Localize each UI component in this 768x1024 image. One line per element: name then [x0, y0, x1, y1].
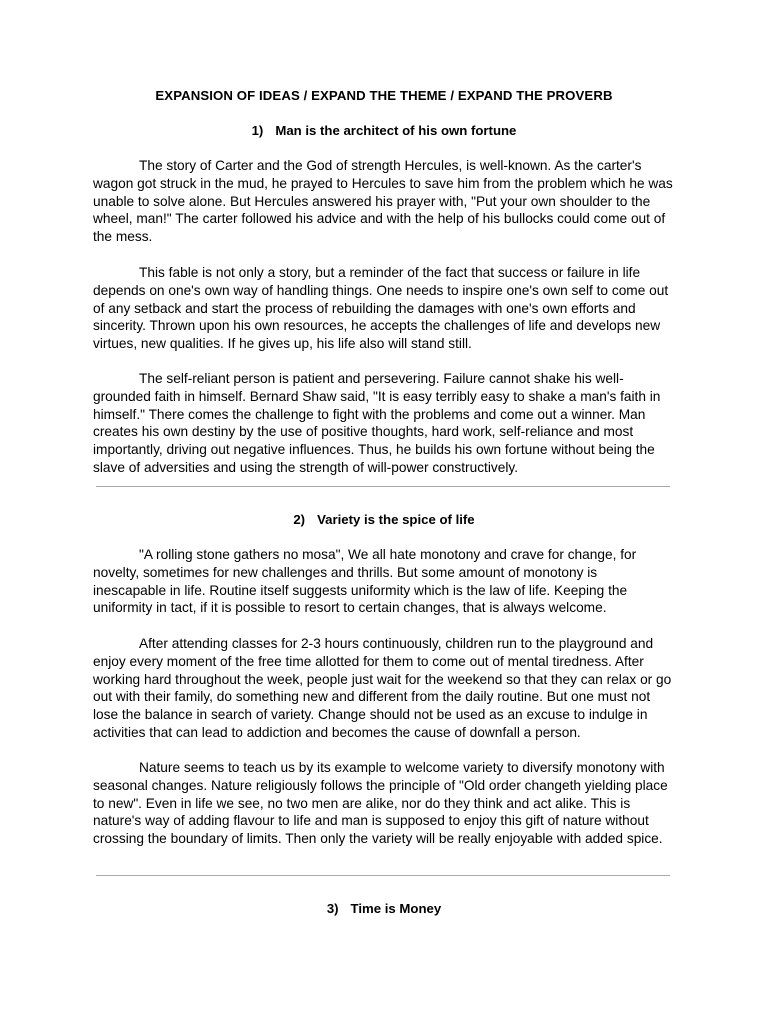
paragraph: This fable is not only a story, but a reminder of the fact that success or failure in life depends on one's own way of handling things. One needs to inspire one's own self to come out of any setback and start the process of rebuilding the damages with one's own efforts and sincerity. Thrown upon his own resources, he accepts the challenges of life and develops new virtues, new qualities. If he gives up, his life also will stand still.: [93, 265, 669, 352]
section-heading-2: [0, 511, 768, 529]
paragraph: The story of Carter and the God of strength Hercules, is well-known. As the carter's wagon got struck in the mud, he prayed to Hercules to save him from the problem which he was unable to solve alone. But Hercules answered his prayer with, "Put your own shoulder to the wheel, man!" The carter followed his advice and with the help of his bullocks could come out of the mess.: [93, 158, 673, 245]
section-title: Variety is the spice of life: [317, 512, 475, 527]
section-title: Man is the architect of his own fortune: [275, 123, 517, 138]
section-title: Time is Money: [350, 901, 442, 916]
section-number: 1): [251, 123, 264, 138]
paragraph: After attending classes for 2-3 hours continuously, children run to the playground and enjoy every moment of the free time allotted for them to come out of mental tiredness. After working hard throughout the week, people just wait for the weekend so that they can relax or go out with their family, do something new and different from the daily routine. But one must not lose the balance in search of variety. Change should not be used as an excuse to indulge in activities that can lead to addiction and becomes the cause of downfall a person.: [93, 636, 672, 740]
section-heading-1: [0, 122, 768, 140]
section-divider: [96, 486, 670, 487]
section-divider: [96, 875, 670, 876]
section-number: 3): [326, 901, 339, 916]
section-heading-3: [0, 900, 768, 918]
section-number: 2): [293, 512, 306, 527]
paragraph: "A rolling stone gathers no mosa", We all hate monotony and crave for change, for novelty, sometimes for new challenges and thrills. But some amount of monotony is inescapable in life. Routine itself suggests uniformity which is the law of life. Keeping the uniformity in tact, if it is possible to resort to certain changes, that is always welcome.: [93, 547, 637, 616]
document-title: EXPANSION OF IDEAS / EXPAND THE THEME / EXPAND THE PROVERB: [155, 88, 613, 103]
paragraph: The self-reliant person is patient and persevering. Failure cannot shake his well-grounded faith in himself. Bernard Shaw said, "It is easy terribly easy to shake a man's faith in himself." There comes the challenge to fight with the problems and come out a winner. Man creates his own destiny by the use of positive thoughts, hard work, self-reliance and most importantly, driving out negative influences. Thus, he builds his own fortune without being the slave of adversities and using the strength of will-power constructively.: [93, 371, 661, 475]
paragraph: Nature seems to teach us by its example to welcome variety to diversify monotony with seasonal changes. Nature religiously follows the principle of "Old order changeth yielding place to new". Even in life we see, no two men are alike, nor do they think and act alike. This is nature's way of adding flavour to life and man is supposed to enjoy this gift of nature without crossing the boundary of limits. Then only the variety will be really enjoyable with added spice.: [93, 760, 668, 847]
